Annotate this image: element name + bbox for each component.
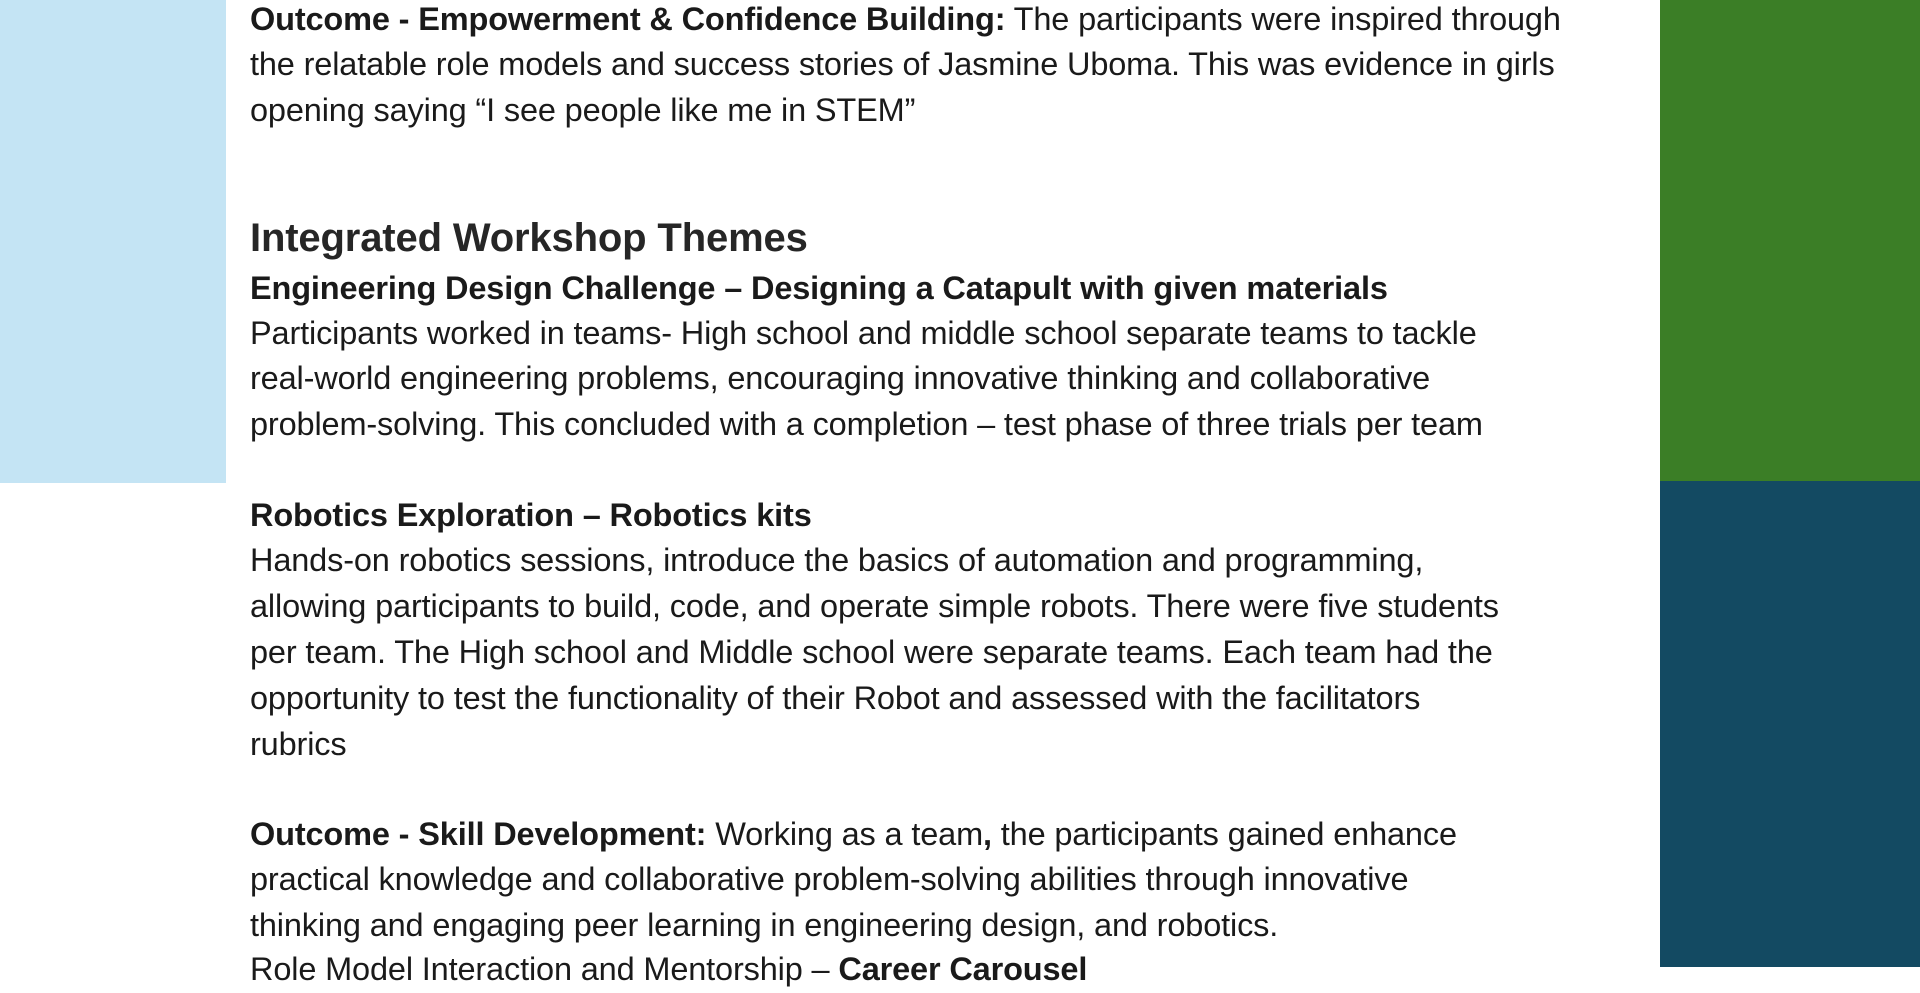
robotics-line-3: per team. The High school and Middle school were separate teams. Each team had the [250,634,1493,670]
robotics-title: Robotics Exploration – Robotics kits [250,497,812,533]
outcome-empowerment-label: Outcome - Empowerment & Confidence Building: [250,1,1006,37]
outcome-skill-text-b: the participants gained enhance [991,816,1457,852]
right-accent-block-navy [1660,481,1920,967]
section-heading-themes: Integrated Workshop Themes [250,216,808,260]
outcome-skill-line-3: thinking and engaging peer learning in engineering design, and robotics. [250,907,1279,943]
robotics-line-5: rubrics [250,726,347,762]
mentorship-cutoff-line [250,947,1087,993]
outcome-skill-line-1 [250,812,1457,858]
career-carousel-title: Career Carousel [838,951,1088,987]
robotics-line-2: allowing participants to build, code, and operate simple robots. There were five students [250,588,1499,624]
engineering-line-1: Participants worked in teams- High school and middle school separate teams to tackle [250,315,1477,351]
engineering-line-2: real-world engineering problems, encouraging innovative thinking and collaborative [250,360,1431,396]
outcome-skill-comma: , [983,816,992,852]
outcome-empowerment-text: The participants were inspired through [1005,1,1561,37]
left-accent-block [0,0,226,483]
engineering-title: Engineering Design Challenge – Designing a Catapult with given materials [250,270,1388,306]
robotics-line-4: opportunity to test the functionality of their Robot and assessed with the facilitators [250,680,1421,716]
engineering-line-3: problem-solving. This concluded with a completion – test phase of three trials per team [250,406,1483,442]
robotics-line-1: Hands-on robotics sessions, introduce the basics of automation and programming, [250,542,1424,578]
outcome-empowerment-line-2: the relatable role models and success stories of Jasmine Uboma. This was evidence in girls [250,46,1555,82]
outcome-empowerment-line-3: opening saying “I see people like me in STEM” [250,92,916,128]
outcome-empowerment-line-1 [250,0,1561,43]
mentorship-title: Role Model Interaction and Mentorship – [250,951,839,987]
right-accent-block-green [1660,0,1920,481]
outcome-skill-text-a: Working as a team [706,816,983,852]
outcome-skill-line-2: practical knowledge and collaborative problem-solving abilities through innovative [250,861,1409,897]
outcome-skill-label: Outcome - Skill Development: [250,816,707,852]
